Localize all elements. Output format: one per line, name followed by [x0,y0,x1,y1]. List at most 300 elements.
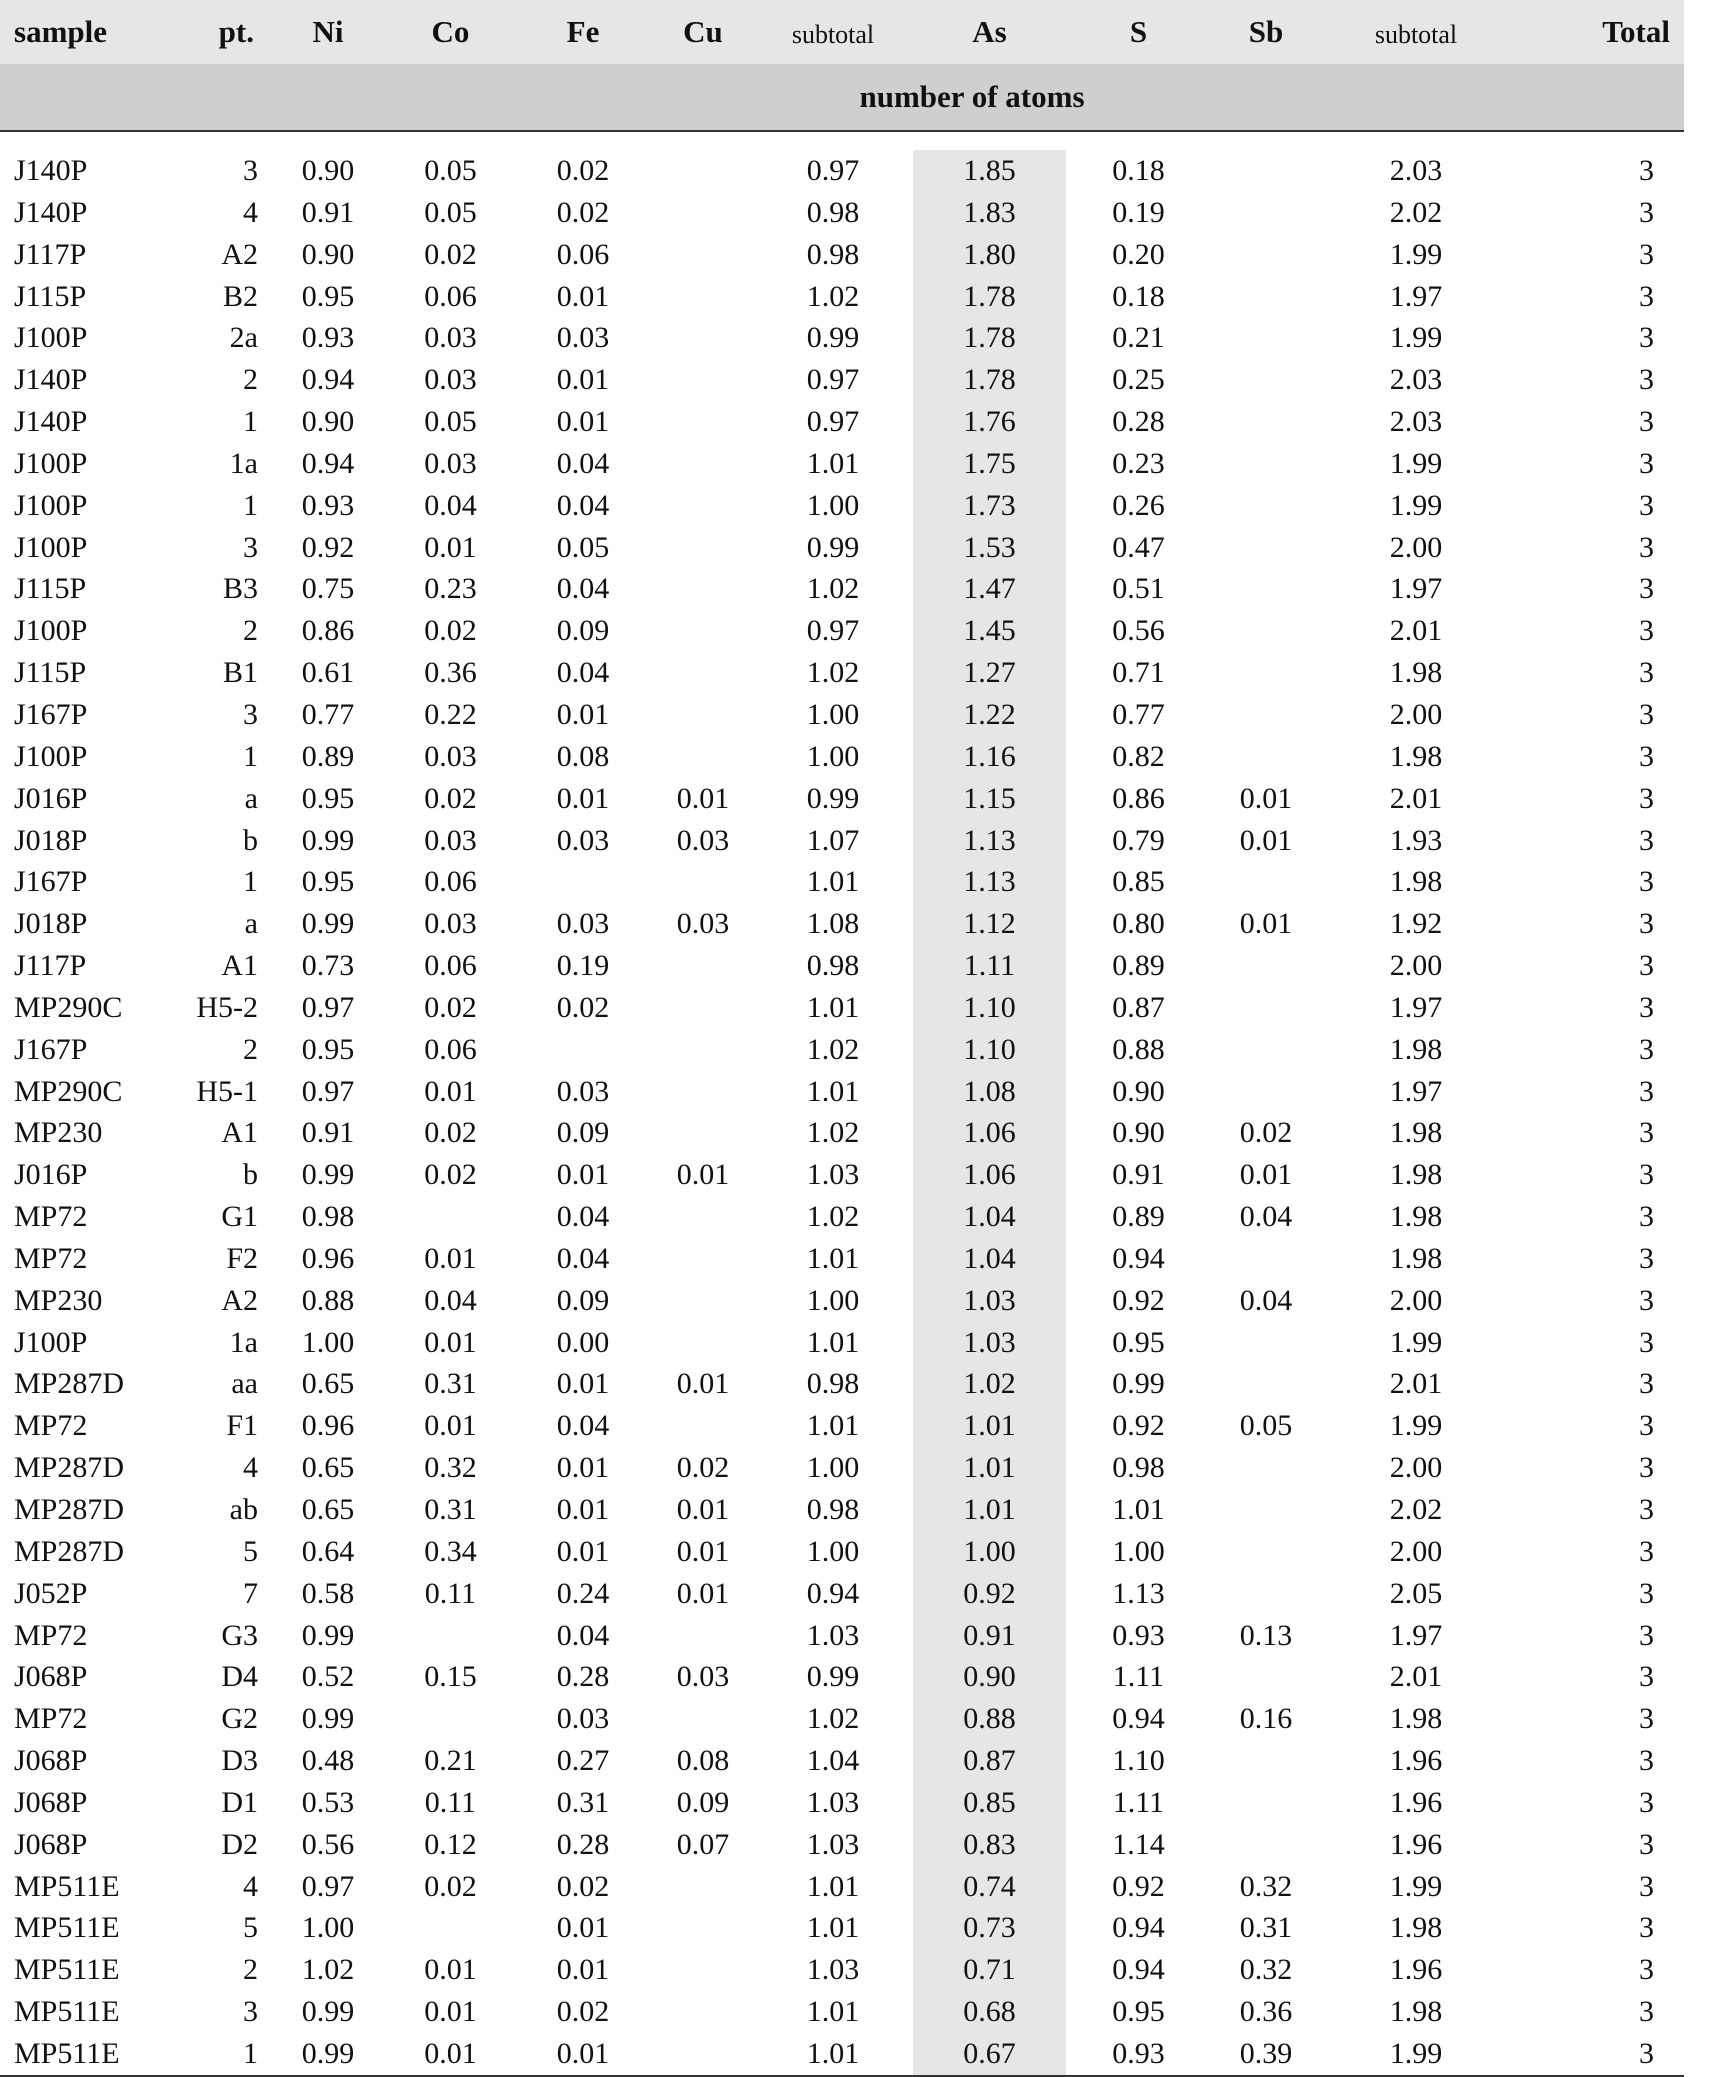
cell-fe: 0.01 [556,1493,610,1526]
cell-subtotal2: 2.00 [1389,1283,1443,1317]
cell-pt: A1 [221,949,258,983]
cell-pt: b [243,823,258,857]
cell-s: 1.10 [1112,1744,1165,1778]
table-row [0,987,1684,1029]
cell-co: 0.34 [424,1534,477,1568]
cell-total: 3 [1639,1325,1654,1359]
cell-subtotal1: 1.02 [806,572,860,606]
cell-ni: 0.97 [301,990,355,1024]
cell-pt: 3 [243,530,258,564]
cell-subtotal1: 0.99 [806,781,860,815]
cell-fe: 0.01 [513,2033,653,2076]
cell-subtotal2: 1.99 [1389,488,1443,522]
cell-pt: ab [229,1493,258,1526]
cell-s: 0.88 [1112,1032,1165,1066]
cell-co: 0.06 [424,949,477,983]
cell-total: 3 [1639,1241,1654,1275]
cell-total: 3 [1639,1451,1654,1485]
cell-subtotal2: 1.98 [1389,1200,1443,1234]
cell-sb [1211,1573,1321,1615]
cell-fe: 0.04 [556,572,610,606]
cell-pt: 1 [243,488,258,522]
cell-ni: 0.90 [301,237,355,271]
cell-fe: 0.28 [556,1827,610,1861]
cell-total: 3 [1639,1158,1654,1192]
cell-fe: 0.05 [556,530,610,564]
cell-sample: J018P [14,907,88,941]
cell-co: 0.02 [424,1116,477,1150]
cell-co: 0.11 [424,1785,477,1819]
cell-subtotal2: 1.98 [1389,656,1443,690]
cell-total: 3 [1639,195,1654,229]
cell-as: 1.11 [913,945,1066,987]
cell-ni: 0.73 [301,949,355,983]
cell-subtotal1: 1.00 [806,697,860,731]
cell-fe: 0.01 [556,1911,610,1945]
cell-total: 3 [1639,1785,1654,1819]
cell-subtotal2: 2.03 [1389,405,1443,439]
header-subtotal-cations: subtotal [753,0,913,64]
table-row [0,1656,1684,1698]
cell-s: 0.90 [1112,1116,1165,1150]
cell-cu [653,1238,753,1280]
cell-cu [653,1907,753,1949]
cell-total: 3 [1639,1702,1654,1736]
cell-total: 3 [1511,2033,1684,2076]
cell-subtotal1: 0.98 [806,237,860,271]
cell-subtotal1: 1.01 [806,446,860,480]
cell-ni: 0.99 [301,1995,355,2029]
cell-fe: 0.02 [556,1995,610,2029]
cell-sample: J140P [14,195,88,229]
cell-subtotal2: 1.97 [1389,990,1443,1024]
table-row [0,1238,1684,1280]
cell-cu [653,861,753,903]
cell-total: 3 [1639,907,1654,941]
cell-cu [653,443,753,485]
table-row [0,485,1684,527]
table-row [0,527,1684,569]
cell-co: 0.01 [424,530,477,564]
cell-pt: 3 [243,154,258,187]
cell-subtotal1: 0.99 [806,1660,860,1694]
cell-sample: J068P [14,1785,88,1819]
cell-subtotal1: 1.00 [806,739,860,773]
cell-s: 0.87 [1112,990,1165,1024]
cell-s: 0.18 [1112,279,1165,313]
cell-sample: J167P [14,1032,88,1066]
cell-subtotal1: 1.02 [806,279,860,313]
cell-sample: J140P [14,154,88,187]
cell-sample: MP511E [14,1995,120,2029]
cell-co: 0.31 [424,1493,477,1526]
cell-sb [1211,485,1321,527]
cell-as: 1.08 [913,1071,1066,1113]
cell-co: 0.21 [424,1744,477,1778]
cell-fe: 0.01 [556,405,610,439]
cell-subtotal2: 2.05 [1389,1576,1443,1610]
cell-fe: 0.01 [556,1158,610,1192]
cell-subtotal2: 1.96 [1389,1953,1443,1987]
cell-subtotal1: 0.97 [806,614,860,648]
table-row [0,945,1684,987]
cell-pt: a [244,907,258,941]
cell-co: 0.01 [424,1995,477,2029]
cell-sample: MP290C [14,1074,123,1108]
cell-cu [653,1196,753,1238]
cell-cu [653,1322,753,1364]
cell-cu [653,1866,753,1908]
cell-ni: 0.95 [301,279,355,313]
cell-ni: 0.95 [301,865,355,899]
cell-s: 0.19 [1112,195,1165,229]
cell-pt: B1 [222,656,258,690]
cell-sb: 0.36 [1239,1995,1293,2029]
header-total: Total [1511,0,1684,64]
cell-cu [653,652,753,694]
cell-cu [653,1698,753,1740]
cell-fe: 0.02 [556,154,610,187]
cell-total: 3 [1639,1869,1654,1903]
cell-pt: F2 [226,1241,258,1275]
cell-ni: 0.94 [301,363,355,397]
cell-s: 0.25 [1112,363,1165,397]
cell-subtotal1: 1.00 [806,1534,860,1568]
cell-as: 1.83 [913,192,1066,234]
cell-subtotal2: 2.02 [1389,1493,1443,1526]
cell-fe: 0.06 [556,237,610,271]
cell-subtotal2: 1.99 [1389,1409,1443,1443]
cell-subtotal2: 1.99 [1389,1325,1443,1359]
cell-total: 3 [1639,1200,1654,1234]
cell-sample: MP511E [0,2033,168,2076]
cell-as: 1.27 [913,652,1066,694]
cell-ni: 0.90 [301,154,355,187]
cell-subtotal2: 1.98 [1389,1911,1443,1945]
header-sb: Sb [1211,0,1321,64]
cell-cu [653,610,753,652]
cell-co: 0.04 [424,488,477,522]
cell-as: 0.67 [913,2033,1066,2076]
cell-sb [1211,317,1321,359]
cell-ni: 0.86 [301,614,355,648]
cell-s: 0.47 [1112,530,1165,564]
cell-sb [1211,568,1321,610]
cell-cu: 0.01 [676,1534,730,1568]
cell-as: 0.71 [913,1949,1066,1991]
cell-cu [653,1071,753,1113]
cell-co [388,1196,513,1238]
cell-pt: A2 [221,1283,258,1317]
cell-ni: 0.98 [301,1200,355,1234]
cell-sb: 0.05 [1239,1409,1293,1443]
cell-subtotal2: 1.98 [1389,1241,1443,1275]
cell-s: 0.56 [1112,614,1165,648]
cell-s: 0.20 [1112,237,1165,271]
cell-co: 0.01 [424,1409,477,1443]
table-row [0,401,1684,443]
cell-sb [1211,1824,1321,1866]
cell-total: 3 [1639,1827,1654,1861]
cell-total: 3 [1639,1995,1654,2029]
cell-s: 0.93 [1112,1618,1165,1652]
cell-s: 0.94 [1112,1911,1165,1945]
cell-fe: 0.04 [556,446,610,480]
cell-sb: 0.01 [1239,781,1293,815]
cell-subtotal1: 0.99 [806,321,860,355]
cell-subtotal2: 1.96 [1389,1744,1443,1778]
cell-total: 3 [1639,488,1654,522]
table-row [0,861,1684,903]
header-pt: pt. [168,0,268,64]
cell-sb: 0.32 [1239,1953,1293,1987]
table-row [0,1531,1684,1573]
cell-as: 1.15 [913,778,1066,820]
cell-as: 1.76 [913,401,1066,443]
cell-as: 1.03 [913,1322,1066,1364]
cell-s: 0.82 [1112,739,1165,773]
cell-sb [1211,1322,1321,1364]
cell-subtotal2: 1.99 [1389,446,1443,480]
cell-s: 0.80 [1112,907,1165,941]
cell-sb [1211,1531,1321,1573]
cell-cu: 0.01 [676,1367,730,1401]
cell-co: 0.03 [424,446,477,480]
cell-co: 0.03 [424,363,477,397]
table-row [0,568,1684,610]
table-row [0,1154,1684,1196]
cell-pt: G3 [221,1618,258,1652]
cell-co: 0.03 [424,739,477,773]
cell-as: 1.12 [913,903,1066,945]
cell-fe: 0.02 [556,990,610,1024]
cell-pt: D2 [221,1827,258,1861]
cell-co: 0.05 [424,154,477,187]
cell-co: 0.22 [424,697,477,731]
cell-cu: 0.01 [676,1158,730,1192]
cell-ni: 0.99 [301,823,355,857]
cell-sb [1211,359,1321,401]
cell-as: 0.90 [913,1656,1066,1698]
table-row [0,1196,1684,1238]
cell-as: 0.83 [913,1824,1066,1866]
cell-ni: 0.99 [301,907,355,941]
cell-total: 3 [1639,1953,1654,1987]
cell-subtotal2: 1.97 [1389,1618,1443,1652]
cell-sample: MP287D [14,1367,125,1401]
cell-ni: 0.93 [301,488,355,522]
cell-as: 0.92 [913,1573,1066,1615]
cell-sample: MP230 [14,1116,103,1150]
table-row [0,443,1684,485]
cell-subtotal1: 1.03 [806,1785,860,1819]
table-row [0,1698,1684,1740]
cell-subtotal2: 1.98 [1389,1995,1443,2029]
cell-sb [1211,694,1321,736]
cell-subtotal2: 1.97 [1389,572,1443,606]
cell-co: 0.02 [424,1869,477,1903]
cell-co: 0.01 [388,2033,513,2076]
cell-cu [653,945,753,987]
cell-subtotal1: 1.02 [806,1116,860,1150]
cell-cu [653,1991,753,2033]
cell-s: 0.92 [1112,1409,1165,1443]
cell-as: 1.13 [913,820,1066,862]
cell-pt: 4 [243,1451,258,1485]
cell-as: 1.85 [913,150,1066,192]
cell-s: 0.89 [1112,1200,1165,1234]
cell-pt: D1 [221,1785,258,1819]
cell-sample: J016P [14,781,88,815]
cell-s: 0.26 [1112,488,1165,522]
cell-s: 1.01 [1112,1493,1165,1526]
cell-pt: 5 [243,1534,258,1568]
header-sample: sample [0,0,168,64]
cell-total: 3 [1639,949,1654,983]
cell-sb: 0.13 [1239,1618,1293,1652]
cell-sb: 0.31 [1239,1911,1293,1945]
cell-ni: 0.99 [301,1618,355,1652]
cell-fe: 0.01 [556,781,610,815]
cell-s: 0.95 [1112,1995,1165,2029]
cell-total: 3 [1639,530,1654,564]
cell-total: 3 [1639,614,1654,648]
cell-sample: J100P [14,446,88,480]
cell-subtotal2: 1.99 [1321,2033,1511,2076]
cell-pt: D3 [221,1744,258,1778]
table-row [0,778,1684,820]
cell-s: 0.93 [1066,2033,1211,2076]
cell-co: 0.02 [424,781,477,815]
cell-cu [653,2033,753,2076]
header-s: S [1066,0,1211,64]
table-row [0,234,1684,276]
cell-as: 1.75 [913,443,1066,485]
cell-total: 3 [1639,1367,1654,1401]
table-row [0,276,1684,318]
cell-total: 3 [1639,572,1654,606]
cell-as: 1.78 [913,276,1066,318]
cell-as: 1.10 [913,1029,1066,1071]
cell-subtotal1: 0.97 [806,363,860,397]
table-row [0,1949,1684,1991]
cell-sample: MP72 [14,1618,88,1652]
cell-cu [653,1029,753,1071]
cell-fe [513,1029,653,1071]
table-row [0,1029,1684,1071]
cell-subtotal2: 1.98 [1389,1702,1443,1736]
cell-ni: 0.90 [301,405,355,439]
cell-subtotal1: 1.01 [806,1911,860,1945]
cell-total: 3 [1639,739,1654,773]
cell-total: 3 [1639,1283,1654,1317]
cell-subtotal1: 1.03 [806,1618,860,1652]
cell-sample: J115P [14,572,87,606]
cell-ni: 0.65 [301,1367,355,1401]
cell-total: 3 [1639,1744,1654,1778]
cell-sample: J016P [14,1158,88,1192]
cell-total: 3 [1639,321,1654,355]
cell-subtotal1: 1.02 [806,1200,860,1234]
cell-ni: 0.91 [301,195,355,229]
cell-sb [1211,1363,1321,1405]
cell-fe: 0.09 [556,1283,610,1317]
cell-co [388,1698,513,1740]
table-row [0,1824,1684,1866]
cell-total: 3 [1639,1660,1654,1694]
cell-as: 1.01 [913,1447,1066,1489]
cell-cu: 0.03 [676,1660,730,1694]
cell-co: 0.02 [424,614,477,648]
cell-ni: 1.02 [301,1953,355,1987]
cell-co: 0.03 [424,823,477,857]
cell-cu [653,485,753,527]
cell-total: 3 [1639,1911,1654,1945]
cell-subtotal2: 1.96 [1389,1785,1443,1819]
cell-cu: 0.03 [676,823,730,857]
cell-as: 1.04 [913,1196,1066,1238]
cell-co: 0.32 [424,1451,477,1485]
cell-s: 0.86 [1112,781,1165,815]
cell-subtotal1: 1.01 [806,1325,860,1359]
cell-s: 0.85 [1112,865,1165,899]
cell-pt: H5-2 [196,990,258,1024]
cell-subtotal1: 0.97 [806,405,860,439]
cell-pt: 1a [229,446,258,480]
cell-ni: 0.97 [301,1074,355,1108]
cell-ni: 0.95 [301,1032,355,1066]
cell-subtotal1: 1.01 [806,1074,860,1108]
cell-sb [1211,1740,1321,1782]
table-row [0,1866,1684,1908]
cell-pt: 1 [243,865,258,899]
cell-s: 0.94 [1112,1702,1165,1736]
cell-subtotal2: 2.01 [1389,1660,1443,1694]
cell-ni: 0.91 [301,1116,355,1150]
cell-cu [653,192,753,234]
cell-sb [1211,945,1321,987]
cell-cu [653,359,753,401]
cell-sample: MP72 [14,1241,88,1275]
cell-subtotal2: 2.01 [1389,614,1443,648]
cell-subtotal1: 1.01 [806,1241,860,1275]
cell-subtotal1: 1.03 [806,1953,860,1987]
table-row [0,1363,1684,1405]
cell-sample: J115P [14,279,87,313]
cell-fe: 0.03 [556,1074,610,1108]
table-row [0,359,1684,401]
table-row [0,652,1684,694]
cell-total: 3 [1639,781,1654,815]
cell-total: 3 [1639,865,1654,899]
cell-total: 3 [1639,823,1654,857]
table-row [0,1071,1684,1113]
cell-s: 0.21 [1112,321,1165,355]
cell-pt: 1a [229,1325,258,1359]
cell-subtotal1: 0.99 [806,530,860,564]
cell-s: 0.99 [1112,1367,1165,1401]
cell-pt: 2 [243,1032,258,1066]
cell-sb [1211,652,1321,694]
cell-subtotal1: 1.00 [806,488,860,522]
cell-sample: J115P [14,656,87,690]
cell-co: 0.02 [424,1158,477,1192]
cell-fe: 0.02 [556,1869,610,1903]
cell-fe: 0.01 [556,1451,610,1485]
cell-cu [653,987,753,1029]
cell-pt: 2a [229,321,258,355]
cell-pt: B3 [222,572,258,606]
